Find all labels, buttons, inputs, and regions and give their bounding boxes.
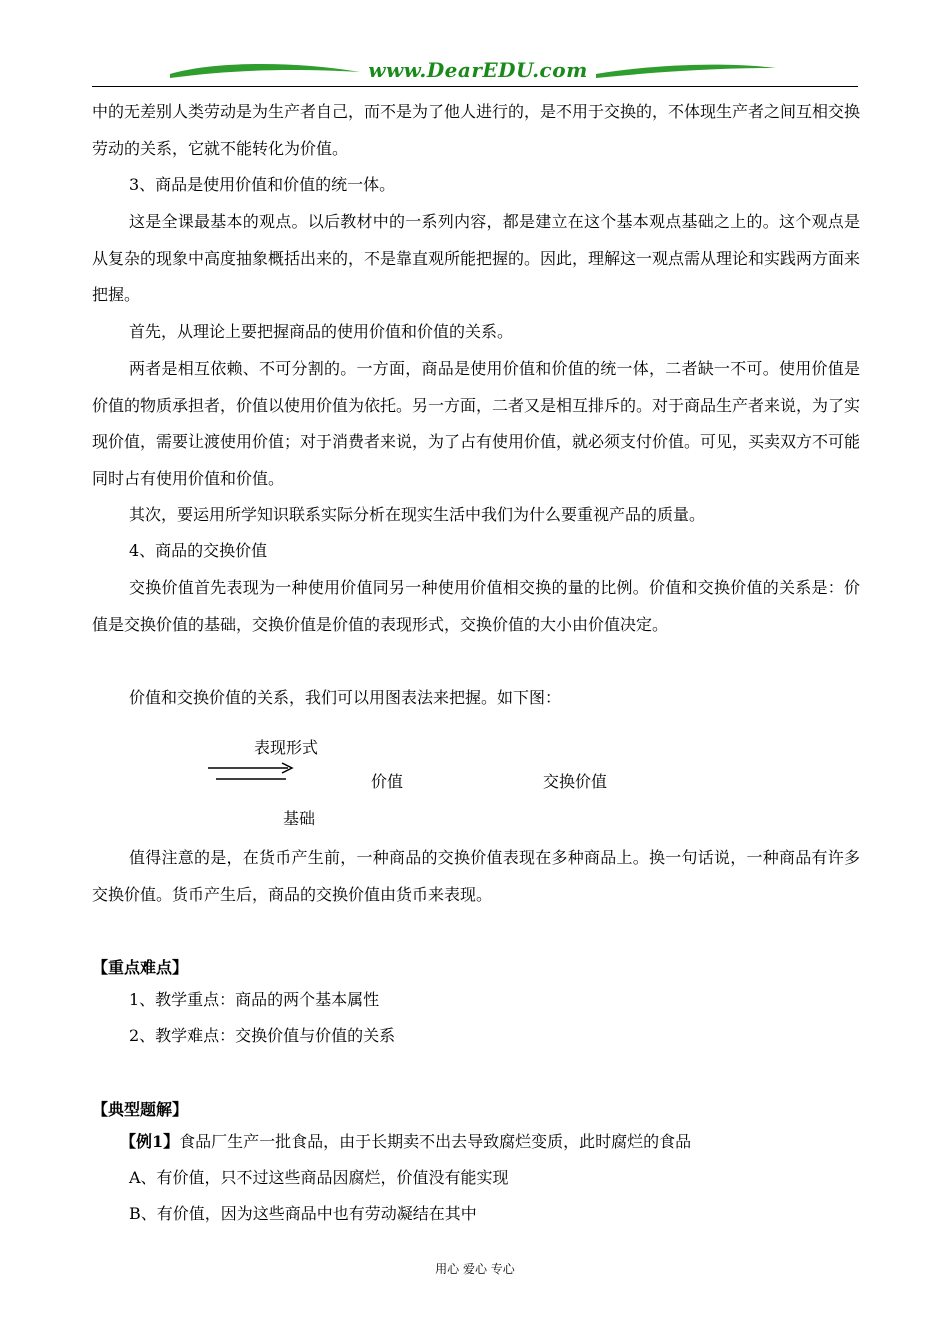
example-1-option-a: A、有价值，只不过这些商品因腐烂，价值没有能实现 <box>129 1168 509 1187</box>
diagram-top-label: 表现形式 <box>254 738 319 757</box>
paragraph-interdependence: 两者是相互依赖、不可分割的。一方面，商品是使用价值和价值的统一体，二者缺一不可。使用价值是价值的物质承担者，价值以使用价值为依托。另一方面，二者又是相互排斥的。对于商品生产者来说，为了实现价值，需要让渡使用价值；对于消费者来说，为了占有使用价值，就必须支付价值。可见，买卖双方不可能同时占有使用价值和价值。 <box>92 359 861 488</box>
left-swoosh-decoration <box>170 60 360 84</box>
paragraph-diagram-intro: 价值和交换价值的关系，我们可以用图表法来把握。如下图： <box>129 688 562 707</box>
diagram-bottom-label: 基础 <box>283 809 316 828</box>
diagram-left-node: 价值 <box>371 772 404 791</box>
arrow-icon <box>206 760 296 790</box>
site-logo: www.DearEDU.com <box>368 58 588 82</box>
key-points-heading: 【重点难点】 <box>92 958 189 977</box>
point-4-title: 4、商品的交换价值 <box>129 541 268 560</box>
paragraph-theory: 首先，从理论上要把握商品的使用价值和价值的关系。 <box>129 322 514 341</box>
example-1-text: 食品厂生产一批食品，由于长期卖不出去导致腐烂变质，此时腐烂的食品 <box>179 1132 692 1151</box>
paragraph-basic-view: 这是全课最基本的观点。以后教材中的一系列内容，都是建立在这个基本观点基础之上的。这个观点是从复杂的现象中高度抽象概括出来的，不是靠直观所能把握的。因此，理解这一观点需从理论和实践两方面来把握。 <box>92 212 861 304</box>
point-3-title: 3、商品是使用价值和价值的统一体。 <box>129 175 396 194</box>
page-header <box>0 0 950 100</box>
example-1-question <box>92 1124 860 1161</box>
examples-heading: 【典型题解】 <box>92 1100 189 1119</box>
example-1-option-b: B、有价值，因为这些商品中也有劳动凝结在其中 <box>129 1204 477 1223</box>
paragraph-money: 值得注意的是，在货币产生前，一种商品的交换价值表现在多种商品上。换一句话说，一种商品有许多交换价值。货币产生后，商品的交换价值由货币来表现。 <box>92 848 860 904</box>
paragraph-practice: 其次，要运用所学知识联系实际分析在现实生活中我们为什么要重视产品的质量。 <box>129 505 706 524</box>
header-rule <box>92 86 858 87</box>
paragraph-exchange-value: 交换价值首先表现为一种使用价值同另一种使用价值相交换的量的比例。价值和交换价值的关系是：价值是交换价值的基础，交换价值是价值的表现形式，交换价值的大小由价值决定。 <box>92 578 860 634</box>
diagram-right-node: 交换价值 <box>543 772 608 791</box>
paragraph-labor-conversion: 中的无差别人类劳动是为生产者自己，而不是为了他人进行的，是不用于交换的，不体现生产者之间互相交换劳动的关系，它就不能转化为价值。 <box>92 102 861 158</box>
page-footer: 用心 爱心 专心 <box>435 1262 515 1276</box>
key-point-2: 2、教学难点：交换价值与价值的关系 <box>129 1026 396 1045</box>
example-1-tag: 【例1】 <box>120 1132 180 1151</box>
key-point-1: 1、教学重点：商品的两个基本属性 <box>129 990 380 1009</box>
right-swoosh-decoration <box>596 60 776 84</box>
